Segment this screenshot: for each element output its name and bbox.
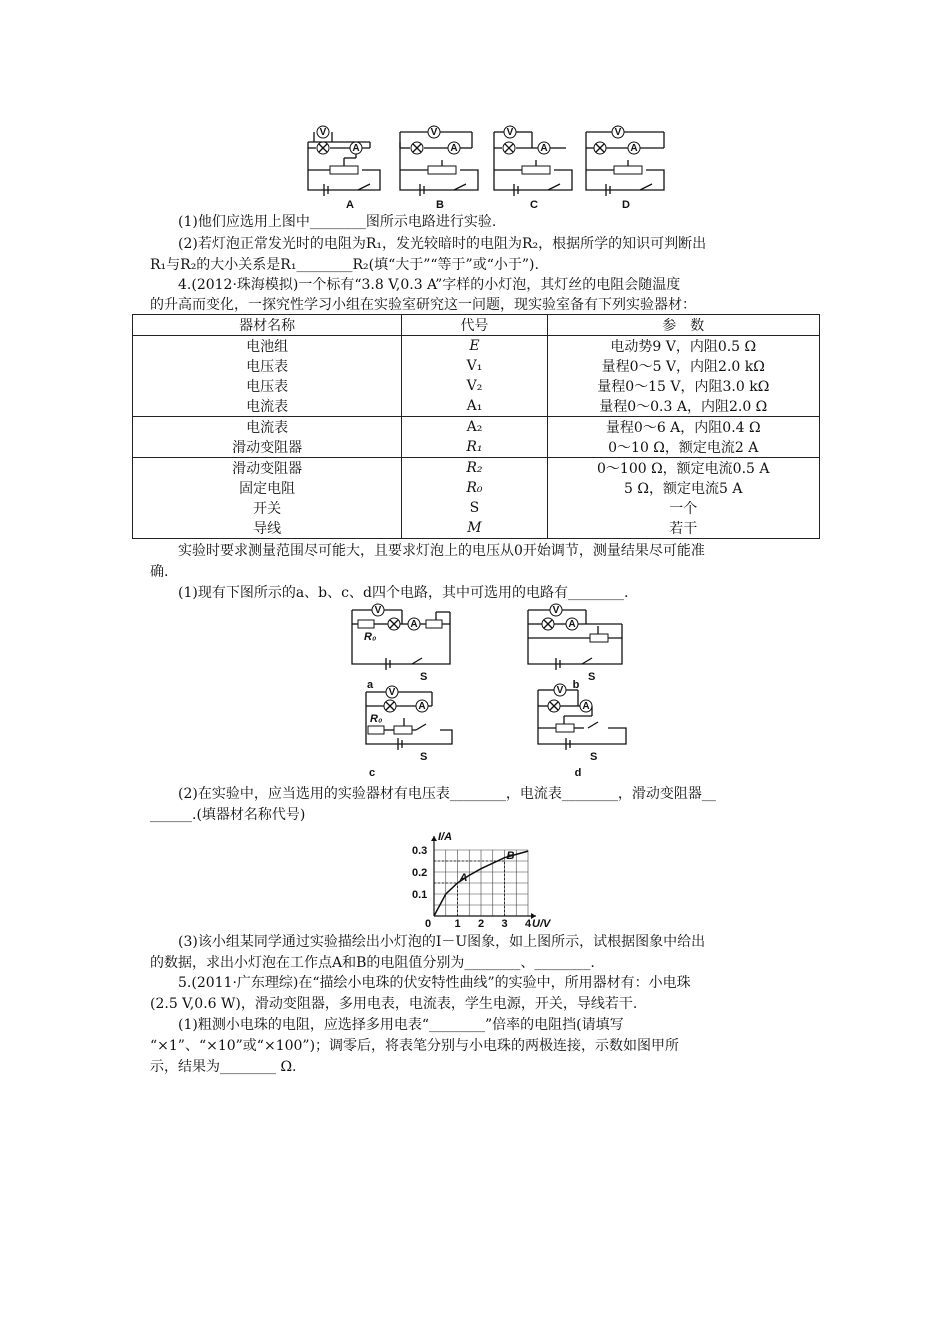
- circuit-label-d: d: [574, 767, 582, 779]
- svg-text:A: A: [418, 701, 426, 712]
- table-cell: 导线: [133, 518, 402, 539]
- table-cell: 电流表: [133, 417, 402, 438]
- table-cell: 0～10 Ω，额定电流2 A: [547, 437, 819, 458]
- table-row: [133, 376, 820, 396]
- table-header: 器材名称: [133, 315, 402, 336]
- q3-part2-line2: R₁与R₂的大小关系是R₁________R₂(填“大于”“等于”或“小于”).: [150, 257, 539, 273]
- circuit-label-a-top: A: [346, 199, 354, 211]
- x-tick-label: 1: [454, 918, 461, 930]
- svg-text:A: A: [540, 143, 548, 154]
- y-axis-label: I/A: [438, 831, 453, 843]
- table-cell: 电压表: [133, 376, 402, 396]
- circuit-b-small: [528, 604, 622, 683]
- origin-label: 0: [425, 918, 432, 930]
- point-label-a: A: [459, 872, 468, 884]
- svg-text:V: V: [556, 685, 564, 696]
- table-cell: 一个: [547, 498, 819, 518]
- r0-label-c: R₀: [370, 713, 383, 725]
- q4-requirement-line2: 确.: [150, 564, 169, 580]
- table-cell: 电动势9 V，内阻0.5 Ω: [547, 336, 819, 357]
- svg-text:V: V: [430, 127, 438, 138]
- q3-part1: (1)他们应选用上图中________图所示电路进行实验.: [178, 214, 497, 230]
- table-cell: A₁: [402, 396, 547, 417]
- table-cell: S: [402, 498, 547, 518]
- y-tick-label: 0.2: [412, 867, 428, 879]
- q3-part2-line1: (2)若灯泡正常发光时的电阻为R₁，发光较暗时的电阻为R₂，根据所学的知识可判断出: [178, 236, 707, 252]
- table-row: [133, 396, 820, 417]
- q4-requirement-line1: 实验时要求测量范围尽可能大，且要求灯泡上的电压从0开始调节，测量结果尽可能准: [178, 543, 705, 559]
- table-header: 参 数: [547, 315, 819, 336]
- table-cell: 量程0～5 V，内阻2.0 kΩ: [547, 356, 819, 376]
- q4-intro-line1: 4.(2012·珠海模拟)一个标有“3.8 V,0.3 A”字样的小灯泡，其灯丝的电阻会随温度: [178, 277, 681, 293]
- q5-line5: 示，结果为________ Ω.: [150, 1059, 297, 1075]
- q5-line1: 5.(2011·广东理综)在“描绘小电珠的伏安特性曲线”的实验中，所用器材有：小电珠: [178, 975, 691, 991]
- table-cell: V₂: [402, 376, 547, 396]
- circuit-d: [586, 126, 664, 196]
- svg-text:V: V: [319, 127, 327, 138]
- table-row: [133, 458, 820, 479]
- circuit-c-small: [366, 686, 452, 763]
- switch-label-d: S: [590, 751, 598, 763]
- circuit-a: [308, 126, 380, 196]
- circuit-c: [494, 126, 572, 196]
- svg-text:V: V: [374, 605, 382, 616]
- table-cell: 0～100 Ω，额定电流0.5 A: [547, 458, 819, 479]
- x-axis-label: U/V: [532, 918, 551, 930]
- r0-label-a: R₀: [364, 631, 377, 643]
- table-header: 代号: [402, 315, 547, 336]
- q4-part2-line1: (2)在实验中，应当选用的实验器材有电压表________，电流表________，滑动变阻器__: [178, 786, 716, 802]
- y-tick-label: 0.1: [412, 889, 428, 901]
- table-row: [133, 437, 820, 458]
- circuit-d-small: [538, 684, 626, 763]
- table-cell: E: [402, 336, 547, 357]
- table-row: [133, 417, 820, 438]
- circuit-label-c: c: [368, 767, 376, 779]
- table-cell: 若干: [547, 518, 819, 539]
- table-row: [133, 498, 820, 518]
- table-cell: R₂: [402, 458, 547, 479]
- q4-part3-line2: 的数据，求出小灯泡在工作点A和B的电阻值分别为________、________.: [150, 955, 595, 971]
- circuit-a-small: [352, 604, 450, 683]
- x-tick-label: 2: [478, 918, 485, 930]
- svg-text:V: V: [506, 127, 514, 138]
- svg-text:V: V: [552, 605, 560, 616]
- q4-part2-line2: ______.(填器材名称代号): [150, 807, 306, 823]
- q5-line3: (1)粗测小电珠的电阻，应选择多用电表“________”倍率的电阻挡(请填写: [178, 1017, 624, 1033]
- table-cell: 固定电阻: [133, 478, 402, 498]
- svg-text:V: V: [614, 127, 622, 138]
- table-cell: M: [402, 518, 547, 539]
- table-cell: R₁: [402, 437, 547, 458]
- q4-part3-line1: (3)该小组某同学通过实验描绘出小灯泡的I－U图象，如上图所示，试根据图象中给出: [178, 934, 706, 950]
- table-cell: 滑动变阻器: [133, 458, 402, 479]
- circuit-label-a: a: [366, 679, 374, 691]
- chart-axes: [431, 836, 536, 919]
- x-tick-label: 3: [501, 918, 508, 930]
- table-cell: 电池组: [133, 336, 402, 357]
- switch-label-a: S: [420, 671, 428, 683]
- equipment-table: [132, 314, 820, 539]
- table-cell: 开关: [133, 498, 402, 518]
- svg-text:A: A: [568, 619, 576, 630]
- point-label-b: B: [506, 850, 515, 862]
- switch-label-c: S: [420, 751, 428, 763]
- iu-chart: [408, 826, 551, 930]
- table-header-row: [133, 315, 820, 336]
- table-cell: A₂: [402, 417, 547, 438]
- svg-text:A: A: [410, 619, 418, 630]
- circuit-label-d-top: D: [622, 199, 630, 211]
- table-cell: 电压表: [133, 356, 402, 376]
- svg-text:A: A: [352, 143, 360, 154]
- circuit-label-b: b: [572, 679, 580, 691]
- q5-line4: “×1”、“×10”或“×100”)；调零后，将表笔分别与小电珠的两极连接，示数如图甲所: [150, 1038, 680, 1054]
- circuit-diagrams-abcd: [300, 122, 680, 212]
- table-row: [133, 518, 820, 539]
- x-tick-label: 4: [525, 918, 532, 930]
- table-cell: 滑动变阻器: [133, 437, 402, 458]
- table-row: [133, 356, 820, 376]
- table-row: [133, 478, 820, 498]
- y-tick-label: 0.3: [412, 845, 428, 857]
- table-cell: 量程0～6 A，内阻0.4 Ω: [547, 417, 819, 438]
- table-cell: V₁: [402, 356, 547, 376]
- circuit-label-b-top: B: [436, 199, 444, 211]
- q5-line2: (2.5 V,0.6 W)，滑动变阻器，多用电表，电流表，学生电源，开关，导线若干.: [150, 996, 638, 1012]
- q4-intro-line2: 的升高而变化，一探究性学习小组在实验室研究这一问题，现实验室备有下列实验器材：: [150, 297, 696, 313]
- y-axis-arrow: [431, 836, 437, 841]
- table-cell: 量程0～0.3 A，内阻2.0 Ω: [547, 396, 819, 417]
- table-cell: 电流表: [133, 396, 402, 417]
- svg-text:V: V: [388, 687, 396, 698]
- switch-label-b: S: [588, 671, 596, 683]
- table-row: [133, 336, 820, 357]
- svg-text:A: A: [630, 143, 638, 154]
- circuit-b: [400, 126, 478, 196]
- table-cell: 量程0～15 V，内阻3.0 kΩ: [547, 376, 819, 396]
- svg-text:A: A: [450, 143, 458, 154]
- table-cell: R₀: [402, 478, 547, 498]
- table-cell: 5 Ω，额定电流5 A: [547, 478, 819, 498]
- circuit-label-c-top: C: [530, 199, 538, 211]
- circuit-diagrams-a-d: [340, 604, 640, 779]
- svg-text:A: A: [582, 701, 590, 712]
- q4-part1: (1)现有下图所示的a、b、c、d四个电路，其中可选用的电路有________.: [178, 585, 629, 601]
